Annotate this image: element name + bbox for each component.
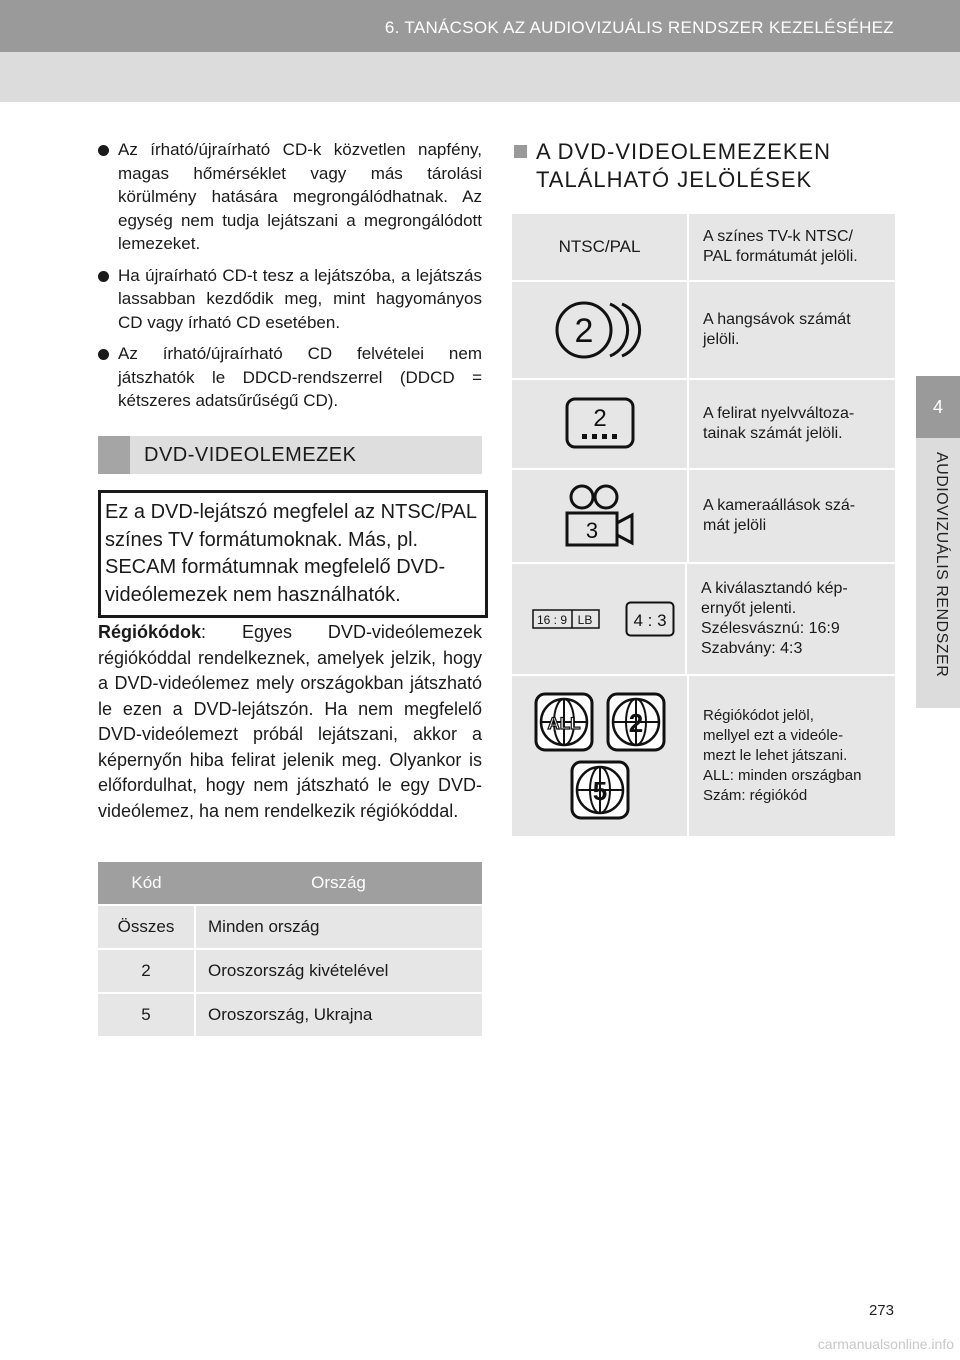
mark-description xyxy=(689,380,895,468)
table-cell-code: 5 xyxy=(98,993,195,1036)
marks-title: A DVD-VIDEOLEMEZEKEN TALÁLHATÓ JELÖLÉSEK xyxy=(536,139,832,192)
mark-cell xyxy=(512,470,689,562)
description-line: A kiválasztandó kép- xyxy=(701,580,848,597)
mark-description xyxy=(687,564,895,674)
table-row xyxy=(512,378,895,468)
bullet-dot-icon xyxy=(98,145,109,156)
mark-description xyxy=(689,470,895,562)
table-row xyxy=(512,280,895,378)
section-heading xyxy=(98,436,482,474)
ntsc-pal-label: NTSC/PAL xyxy=(558,237,641,256)
table-row xyxy=(512,562,895,674)
heading-marker xyxy=(514,145,527,158)
standard-screen-label: 4 : 3 xyxy=(633,611,667,630)
section-title: DVD-VIDEOLEMEZEK xyxy=(144,444,357,466)
bullet-dot-icon xyxy=(98,271,109,282)
description-line: mát jelöli xyxy=(703,517,767,534)
camera-angle-icon xyxy=(564,483,636,549)
bullet-item xyxy=(98,138,482,256)
section-marker xyxy=(98,436,130,474)
table-cell-code: Összes xyxy=(98,905,195,949)
region-icons-row xyxy=(534,692,666,752)
audio-tracks-icon xyxy=(552,298,648,362)
mark-cell xyxy=(512,676,689,836)
region-5-globe-icon xyxy=(570,760,630,820)
description-line: Szabvány: 4:3 xyxy=(701,640,803,657)
description-line: A hangsávok számát xyxy=(703,311,851,328)
header-subbar xyxy=(0,52,960,102)
chapter-title: 6. TANÁCSOK AZ AUDIOVIZUÁLIS RENDSZER KEZELÉSÉHEZ xyxy=(384,18,894,37)
region-2-label: 2 xyxy=(628,708,643,738)
region-text: : Egyes DVD-videólemezek régiókóddal rendelkeznek, amelyek jelzik, hogy a DVD-videólemez mely országokban játszható le ezen a DVD-lejátszón. Ha nem megfelelő DVD-videólemezt próbál lejátszani, akkor a képernyőn hiba felirat jelenik meg. Olyankor is előfordulhat, hogy nem játszható le egy DVD-videólemez, ha nem rendelkezik régiókóddal. xyxy=(98,622,482,821)
table-cell-code: 2 xyxy=(98,949,195,993)
table-cell-country: Oroszország, Ukrajna xyxy=(195,993,482,1036)
side-tab-number: 4 xyxy=(916,376,960,438)
table-header-code: Kód xyxy=(98,862,195,905)
description-line: PAL formátumát jelöli. xyxy=(703,248,858,265)
description-line: ernyőt jelenti. xyxy=(701,600,797,617)
description-line: mezt le lehet játszani. xyxy=(703,747,848,764)
bullet-item xyxy=(98,264,482,335)
page-number: 273 xyxy=(868,1302,894,1319)
letterbox-label: LB xyxy=(577,613,593,627)
camera-angle-number: 3 xyxy=(585,518,598,543)
table-cell-country: Minden ország xyxy=(195,905,482,949)
bullet-text: Ha újraírható CD-t tesz a lejátszóba, a lejátszás lassabban kezdődik meg, mint hagyományos CD vagy írható CD esetében. xyxy=(118,265,482,332)
mark-description xyxy=(689,214,895,280)
description-line: ALL: minden országban xyxy=(703,767,862,784)
audio-tracks-number: 2 xyxy=(574,312,593,350)
region-code-table xyxy=(98,862,482,1036)
mark-cell xyxy=(512,380,689,468)
watermark: carmanualsonline.info xyxy=(817,1336,954,1352)
bullet-text: Az írható/újraírható CD-k közvetlen napfény, magas hőmérséklet vagy más tárolási körülmény hatására megrongálódhatnak. Az egység nem tudja lejátszani a megrongálódott lemezeket. xyxy=(118,140,482,253)
mark-cell xyxy=(512,564,687,674)
standard-screen-icon xyxy=(625,601,675,637)
bullet-list xyxy=(98,138,482,421)
table-row xyxy=(512,212,895,280)
description-line: jelöli. xyxy=(703,331,740,348)
region-all-label: ALL xyxy=(546,714,581,733)
region-5-label: 5 xyxy=(592,776,607,806)
description-line: Szám: régiókód xyxy=(703,787,808,804)
marks-table xyxy=(512,212,895,836)
description-line: A kameraállások szá- xyxy=(703,497,856,514)
description-line: tainak számát jelöli. xyxy=(703,425,843,442)
side-tab xyxy=(916,438,960,708)
subtitle-icon xyxy=(564,396,636,452)
mark-description xyxy=(689,676,895,836)
bullet-dot-icon xyxy=(98,349,109,360)
description-line: mellyel ezt a videóle- xyxy=(703,727,844,744)
table-row xyxy=(98,993,482,1036)
region-2-globe-icon xyxy=(606,692,666,752)
table-header-country: Ország xyxy=(195,862,482,905)
table-row xyxy=(512,674,895,836)
bullet-text: Az írható/újraírható CD felvételei nem játszhatók le DDCD-rendszerrel (DDCD = kétszeres adatsűrűségű CD). xyxy=(118,344,482,410)
region-all-globe-icon xyxy=(534,692,594,752)
description-line: Régiókódot jelöl, xyxy=(703,707,814,724)
table-row xyxy=(512,468,895,562)
table-row xyxy=(98,905,482,949)
note-box: Ez a DVD-lejátszó megfelel az NTSC/PAL színes TV formátumoknak. Más, pl. SECAM formátumnak megfelelő DVD-videólemezek nem használhatók. xyxy=(98,490,488,618)
table-row xyxy=(98,949,482,993)
widescreen-icon xyxy=(532,609,600,629)
table-cell-country: Oroszország kivételével xyxy=(195,949,482,993)
region-paragraph xyxy=(98,620,482,824)
side-tab-label: AUDIOVIZUÁLIS RENDSZER xyxy=(933,452,950,678)
subtitle-number: 2 xyxy=(592,405,607,432)
mark-description xyxy=(689,282,895,378)
description-line: A színes TV-k NTSC/ xyxy=(703,228,853,245)
mark-cell xyxy=(512,214,689,280)
description-line: Szélesvásznú: 16:9 xyxy=(701,620,840,637)
header-bar xyxy=(0,0,960,52)
region-label: Régiókódok xyxy=(98,622,202,642)
bullet-item xyxy=(98,342,482,413)
description-line: A felirat nyelvváltoza- xyxy=(703,405,855,422)
widescreen-label: 16 : 9 xyxy=(536,613,568,627)
mark-cell xyxy=(512,282,689,378)
